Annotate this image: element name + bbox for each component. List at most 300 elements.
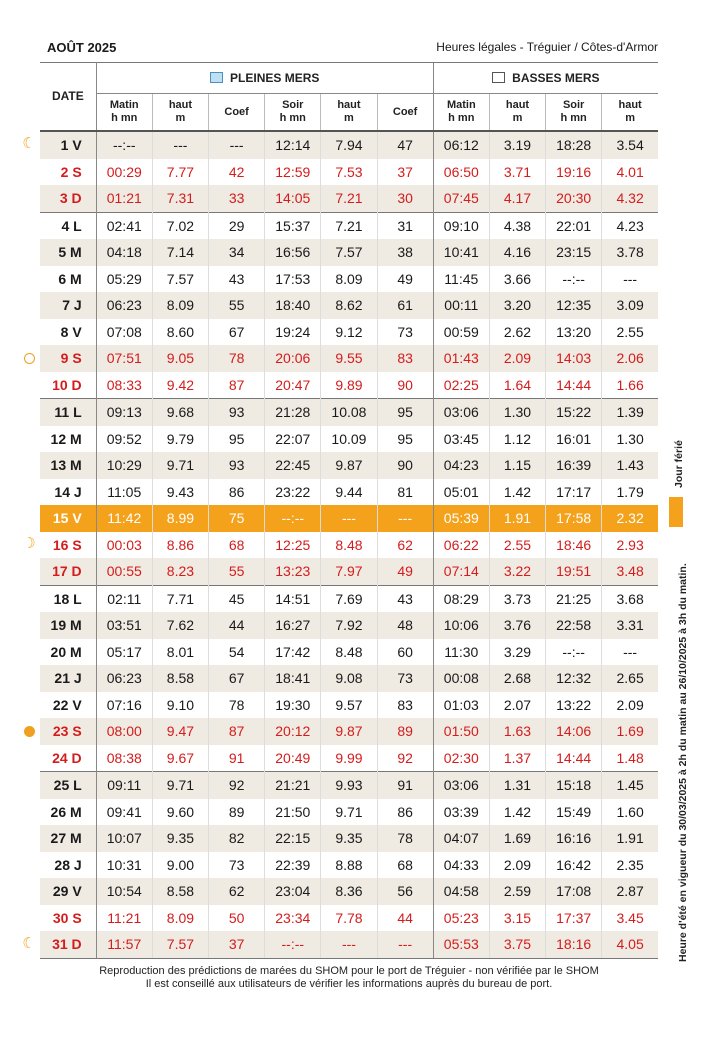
bm-morning-time-cell: 00:08 xyxy=(433,665,489,692)
tide-row xyxy=(40,185,658,212)
pm-morning-height-cell: 7.57 xyxy=(152,266,208,293)
pm-morning-time-cell: 11:21 xyxy=(96,905,152,932)
pm-morning-height-cell: 9.10 xyxy=(152,692,208,719)
pm-evening-height-cell: 9.71 xyxy=(321,799,377,826)
pm-evening-height-cell: 9.57 xyxy=(321,692,377,719)
date-cell: 15 V xyxy=(40,505,96,532)
bm-evening-height-cell: 2.93 xyxy=(602,532,658,559)
pm-evening-time-cell: 21:28 xyxy=(265,399,321,426)
tide-row xyxy=(40,825,658,852)
pm-evening-height-cell: --- xyxy=(321,931,377,958)
bm-morning-time-cell: 06:50 xyxy=(433,159,489,186)
date-cell: 5 M xyxy=(40,239,96,266)
bm-morning-height-cell: 3.71 xyxy=(489,159,545,186)
bm-evening-time-cell: 15:49 xyxy=(546,799,602,826)
pm-morning-coef-cell: 68 xyxy=(209,532,265,559)
bm-morning-height-cell: 3.73 xyxy=(489,585,545,612)
pm-morning-coef-cell: 78 xyxy=(209,345,265,372)
pm-morning-time-cell: 06:23 xyxy=(96,665,152,692)
pm-morning-time-cell: --:-- xyxy=(96,131,152,159)
bm-morning-height-cell: 3.76 xyxy=(489,612,545,639)
bm-evening-time-cell: 15:22 xyxy=(546,399,602,426)
bm-evening-time-cell: 16:16 xyxy=(546,825,602,852)
pm-morning-height-cell: 9.42 xyxy=(152,372,208,399)
pm-evening-time-cell: 23:04 xyxy=(265,878,321,905)
bm-evening-height-cell: 3.78 xyxy=(602,239,658,266)
bm-evening-height-cell: 2.06 xyxy=(602,345,658,372)
pm-evening-height-cell: 9.35 xyxy=(321,825,377,852)
tide-row xyxy=(40,639,658,666)
pm-morning-time-cell: 11:42 xyxy=(96,505,152,532)
tide-row xyxy=(40,345,658,372)
pm-morning-coef-cell: 54 xyxy=(209,639,265,666)
tide-row xyxy=(40,479,658,506)
bm-evening-time-cell: 12:32 xyxy=(546,665,602,692)
full-moon-icon xyxy=(24,353,35,364)
tide-row xyxy=(40,878,658,905)
pm-morning-coef-cell: 87 xyxy=(209,372,265,399)
pm-morning-time-cell: 01:21 xyxy=(96,185,152,212)
pm-morning-coef-cell: 44 xyxy=(209,612,265,639)
pm-evening-time-cell: 20:47 xyxy=(265,372,321,399)
tide-row xyxy=(40,532,658,559)
date-cell: 12 M xyxy=(40,426,96,453)
pm-morning-time-cell: 08:33 xyxy=(96,372,152,399)
pm-evening-time-cell: 14:51 xyxy=(265,585,321,612)
pm-evening-coef-cell: 37 xyxy=(377,159,433,186)
pm-evening-coef-cell: 60 xyxy=(377,639,433,666)
pm-morning-time-cell: 09:41 xyxy=(96,799,152,826)
pm-evening-height-cell: 9.87 xyxy=(321,718,377,745)
bm-morning-time-cell: 03:39 xyxy=(433,799,489,826)
bm-evening-height-cell: 2.09 xyxy=(602,692,658,719)
tide-row xyxy=(40,131,658,159)
pm-evening-coef-cell: 86 xyxy=(377,799,433,826)
date-cell: 20 M xyxy=(40,639,96,666)
pm-evening-time-cell: 20:06 xyxy=(265,345,321,372)
pm-morning-coef-cell: 55 xyxy=(209,292,265,319)
pm-morning-time-cell: 07:08 xyxy=(96,319,152,346)
tide-row xyxy=(40,931,658,958)
date-cell: 27 M xyxy=(40,825,96,852)
pm-morning-height-cell: 7.62 xyxy=(152,612,208,639)
pm-morning-time-cell: 05:17 xyxy=(96,639,152,666)
bm-evening-time-cell: 16:39 xyxy=(546,452,602,479)
date-cell: 3 D xyxy=(40,185,96,212)
pm-morning-coef-cell: 86 xyxy=(209,479,265,506)
bm-evening-time-cell: 14:06 xyxy=(546,718,602,745)
bm-morning-time-cell: 05:39 xyxy=(433,505,489,532)
pm-evening-height-cell: 8.36 xyxy=(321,878,377,905)
bm-morning-time-cell: 02:25 xyxy=(433,372,489,399)
pm-evening-coef-cell: 90 xyxy=(377,372,433,399)
pm-morning-height-cell: 8.09 xyxy=(152,905,208,932)
bm-morning-height-cell: 2.09 xyxy=(489,852,545,879)
pm-morning-height-cell: 9.71 xyxy=(152,772,208,799)
tide-row xyxy=(40,266,658,293)
bm-morning-height-cell: 1.64 xyxy=(489,372,545,399)
bm-morning-height-cell: 4.16 xyxy=(489,239,545,266)
bm-morning-time-header: Matin h mn xyxy=(433,94,489,132)
tide-row xyxy=(40,665,658,692)
pm-morning-height-cell: 7.14 xyxy=(152,239,208,266)
pm-evening-time-cell: 20:12 xyxy=(265,718,321,745)
pm-morning-height-cell: 9.00 xyxy=(152,852,208,879)
pm-evening-time-cell: 13:23 xyxy=(265,558,321,585)
bm-morning-height-cell: 1.31 xyxy=(489,772,545,799)
pm-evening-height-cell: 9.12 xyxy=(321,319,377,346)
low-tide-group-header: BASSES MERS xyxy=(433,63,658,94)
bm-morning-height-cell: 2.55 xyxy=(489,532,545,559)
pm-morning-coef-cell: 87 xyxy=(209,718,265,745)
bm-evening-height-cell: 1.45 xyxy=(602,772,658,799)
pm-morning-time-cell: 10:29 xyxy=(96,452,152,479)
bm-evening-time-cell: 18:46 xyxy=(546,532,602,559)
bm-evening-time-cell: 23:15 xyxy=(546,239,602,266)
first-quarter-icon: ☾ xyxy=(22,134,36,152)
date-cell: 26 M xyxy=(40,799,96,826)
bm-morning-time-cell: 01:43 xyxy=(433,345,489,372)
bm-evening-time-cell: 21:25 xyxy=(546,585,602,612)
date-cell: 9 S xyxy=(40,345,96,372)
pm-morning-coef-cell: 67 xyxy=(209,319,265,346)
pm-evening-time-cell: 12:59 xyxy=(265,159,321,186)
pm-morning-time-header: Matin h mn xyxy=(96,94,152,132)
pm-morning-time-cell: 10:07 xyxy=(96,825,152,852)
pm-morning-height-cell: 8.23 xyxy=(152,558,208,585)
pm-evening-coef-cell: 49 xyxy=(377,266,433,293)
bm-evening-height-cell: --- xyxy=(602,639,658,666)
tide-row xyxy=(40,718,658,745)
pm-evening-coef-cell: 31 xyxy=(377,212,433,239)
date-cell: 19 M xyxy=(40,612,96,639)
bm-evening-time-cell: 22:58 xyxy=(546,612,602,639)
bm-morning-height-cell: 1.91 xyxy=(489,505,545,532)
bm-morning-time-cell: 05:23 xyxy=(433,905,489,932)
pm-morning-coef-cell: 82 xyxy=(209,825,265,852)
date-cell: 13 M xyxy=(40,452,96,479)
pm-evening-time-cell: 23:34 xyxy=(265,905,321,932)
bm-morning-height-cell: 1.69 xyxy=(489,825,545,852)
tide-table-body xyxy=(40,131,658,958)
bm-morning-height-cell: 1.30 xyxy=(489,399,545,426)
bm-evening-time-cell: 19:51 xyxy=(546,558,602,585)
high-tide-icon xyxy=(210,72,223,83)
pm-morning-time-cell: 02:11 xyxy=(96,585,152,612)
bm-evening-height-cell: 4.23 xyxy=(602,212,658,239)
pm-morning-height-cell: 9.68 xyxy=(152,399,208,426)
bm-morning-height-cell: 3.15 xyxy=(489,905,545,932)
bm-evening-time-cell: 17:58 xyxy=(546,505,602,532)
bm-evening-height-cell: 2.32 xyxy=(602,505,658,532)
pm-morning-time-cell: 06:23 xyxy=(96,292,152,319)
pm-morning-time-cell: 09:52 xyxy=(96,426,152,453)
date-cell: 31 D xyxy=(40,931,96,958)
pm-evening-coef-cell: 47 xyxy=(377,131,433,159)
pm-evening-height-cell: 9.99 xyxy=(321,745,377,772)
bm-morning-height-cell: 4.38 xyxy=(489,212,545,239)
bm-evening-time-cell: 19:16 xyxy=(546,159,602,186)
bm-evening-height-cell: 3.48 xyxy=(602,558,658,585)
pm-morning-coef-cell: 29 xyxy=(209,212,265,239)
bm-evening-height-cell: 2.87 xyxy=(602,878,658,905)
bm-morning-time-cell: 04:33 xyxy=(433,852,489,879)
pm-morning-height-cell: 8.01 xyxy=(152,639,208,666)
pm-morning-height-cell: 7.57 xyxy=(152,931,208,958)
pm-evening-time-cell: 18:40 xyxy=(265,292,321,319)
pm-morning-height-cell: 9.35 xyxy=(152,825,208,852)
bm-morning-height-header: haut m xyxy=(489,94,545,132)
bm-morning-time-cell: 04:23 xyxy=(433,452,489,479)
pm-evening-coef-cell: 81 xyxy=(377,479,433,506)
pm-evening-height-cell: 7.97 xyxy=(321,558,377,585)
pm-morning-coef-cell: 67 xyxy=(209,665,265,692)
pm-evening-coef-cell: --- xyxy=(377,931,433,958)
bm-morning-time-cell: 05:01 xyxy=(433,479,489,506)
pm-evening-time-cell: 19:30 xyxy=(265,692,321,719)
pm-evening-coef-cell: 49 xyxy=(377,558,433,585)
bm-morning-time-cell: 11:30 xyxy=(433,639,489,666)
bm-morning-time-cell: 00:59 xyxy=(433,319,489,346)
date-cell: 29 V xyxy=(40,878,96,905)
pm-morning-coef-cell: 89 xyxy=(209,799,265,826)
pm-evening-height-cell: 7.21 xyxy=(321,185,377,212)
pm-morning-height-cell: 9.67 xyxy=(152,745,208,772)
bm-evening-height-cell: 2.55 xyxy=(602,319,658,346)
pm-morning-height-cell: 7.02 xyxy=(152,212,208,239)
pm-morning-time-cell: 00:29 xyxy=(96,159,152,186)
pm-evening-coef-header: Coef xyxy=(377,94,433,132)
bm-morning-height-cell: 1.42 xyxy=(489,799,545,826)
bm-morning-height-cell: 2.68 xyxy=(489,665,545,692)
bm-morning-height-cell: 2.07 xyxy=(489,692,545,719)
bm-evening-time-cell: 22:01 xyxy=(546,212,602,239)
bm-evening-time-cell: 15:18 xyxy=(546,772,602,799)
pm-evening-coef-cell: 95 xyxy=(377,426,433,453)
pm-morning-time-cell: 09:13 xyxy=(96,399,152,426)
pm-morning-coef-cell: 37 xyxy=(209,931,265,958)
bm-evening-height-cell: 3.68 xyxy=(602,585,658,612)
bm-morning-time-cell: 03:06 xyxy=(433,772,489,799)
date-cell: 1 V xyxy=(40,131,96,159)
holiday-legend-label: Jour férié xyxy=(673,440,685,488)
pm-evening-coef-cell: 38 xyxy=(377,239,433,266)
pm-morning-time-cell: 11:57 xyxy=(96,931,152,958)
bm-evening-height-cell: 3.09 xyxy=(602,292,658,319)
pm-morning-coef-cell: 91 xyxy=(209,745,265,772)
high-tide-group-header: PLEINES MERS xyxy=(96,63,433,94)
pm-morning-height-cell: 9.79 xyxy=(152,426,208,453)
date-cell: 28 J xyxy=(40,852,96,879)
pm-morning-coef-cell: 92 xyxy=(209,772,265,799)
pm-morning-coef-cell: 93 xyxy=(209,452,265,479)
pm-evening-height-cell: 7.92 xyxy=(321,612,377,639)
pm-evening-height-cell: 7.78 xyxy=(321,905,377,932)
tide-row xyxy=(40,905,658,932)
pm-evening-time-header: Soir h mn xyxy=(265,94,321,132)
bm-morning-height-cell: 1.42 xyxy=(489,479,545,506)
pm-evening-time-cell: 20:49 xyxy=(265,745,321,772)
pm-evening-time-cell: --:-- xyxy=(265,931,321,958)
bm-morning-height-cell: 3.22 xyxy=(489,558,545,585)
pm-evening-time-cell: 17:42 xyxy=(265,639,321,666)
tide-row xyxy=(40,426,658,453)
pm-evening-height-cell: 9.93 xyxy=(321,772,377,799)
pm-morning-coef-cell: --- xyxy=(209,131,265,159)
pm-evening-height-header: haut m xyxy=(321,94,377,132)
bm-morning-time-cell: 04:07 xyxy=(433,825,489,852)
pm-morning-height-cell: 8.09 xyxy=(152,292,208,319)
pm-morning-time-cell: 03:51 xyxy=(96,612,152,639)
bm-evening-height-cell: 1.48 xyxy=(602,745,658,772)
tide-row xyxy=(40,692,658,719)
date-cell: 6 M xyxy=(40,266,96,293)
last-quarter-icon: ☽ xyxy=(22,534,36,552)
pm-evening-height-cell: --- xyxy=(321,505,377,532)
bm-morning-height-cell: 4.17 xyxy=(489,185,545,212)
pm-evening-coef-cell: 91 xyxy=(377,772,433,799)
pm-evening-height-cell: 8.48 xyxy=(321,532,377,559)
pm-evening-coef-cell: 48 xyxy=(377,612,433,639)
pm-morning-height-cell: 7.31 xyxy=(152,185,208,212)
tide-row xyxy=(40,772,658,799)
tide-row xyxy=(40,558,658,585)
date-cell: 2 S xyxy=(40,159,96,186)
pm-evening-coef-cell: 30 xyxy=(377,185,433,212)
summer-time-note: Heure d'été en vigueur du 30/03/2025 à 2h du matin au 26/10/2025 à 3h du matin. xyxy=(677,563,689,962)
tide-row xyxy=(40,372,658,399)
tide-row xyxy=(40,585,658,612)
pm-evening-coef-cell: 43 xyxy=(377,585,433,612)
pm-evening-coef-cell: 56 xyxy=(377,878,433,905)
bm-morning-height-cell: 2.09 xyxy=(489,345,545,372)
first-quarter-icon: ☾ xyxy=(22,934,36,952)
pm-evening-time-cell: 23:22 xyxy=(265,479,321,506)
bm-morning-height-cell: 1.15 xyxy=(489,452,545,479)
pm-morning-coef-cell: 45 xyxy=(209,585,265,612)
pm-morning-time-cell: 10:31 xyxy=(96,852,152,879)
pm-evening-height-cell: 9.08 xyxy=(321,665,377,692)
pm-evening-height-cell: 10.09 xyxy=(321,426,377,453)
pm-evening-time-cell: 17:53 xyxy=(265,266,321,293)
pm-morning-coef-cell: 78 xyxy=(209,692,265,719)
bm-morning-time-cell: 01:50 xyxy=(433,718,489,745)
pm-morning-time-cell: 08:00 xyxy=(96,718,152,745)
bm-evening-height-header: haut m xyxy=(602,94,658,132)
bm-morning-time-cell: 06:12 xyxy=(433,131,489,159)
pm-morning-coef-cell: 62 xyxy=(209,878,265,905)
pm-evening-height-cell: 10.08 xyxy=(321,399,377,426)
bm-evening-time-cell: 14:03 xyxy=(546,345,602,372)
bm-morning-time-cell: 09:10 xyxy=(433,212,489,239)
bm-evening-time-cell: 17:08 xyxy=(546,878,602,905)
bm-evening-height-cell: 1.30 xyxy=(602,426,658,453)
bm-evening-height-cell: 1.43 xyxy=(602,452,658,479)
bm-evening-height-cell: 1.60 xyxy=(602,799,658,826)
pm-evening-height-cell: 7.69 xyxy=(321,585,377,612)
pm-morning-coef-cell: 34 xyxy=(209,239,265,266)
date-cell: 16 S xyxy=(40,532,96,559)
bm-morning-time-cell: 10:41 xyxy=(433,239,489,266)
date-cell: 10 D xyxy=(40,372,96,399)
bm-evening-height-cell: 4.32 xyxy=(602,185,658,212)
pm-morning-height-cell: 7.77 xyxy=(152,159,208,186)
bm-morning-time-cell: 08:29 xyxy=(433,585,489,612)
date-cell: 23 S xyxy=(40,718,96,745)
pm-evening-height-cell: 9.55 xyxy=(321,345,377,372)
footer-note xyxy=(40,965,658,991)
pm-morning-coef-header: Coef xyxy=(209,94,265,132)
bm-morning-time-cell: 04:58 xyxy=(433,878,489,905)
pm-morning-coef-cell: 42 xyxy=(209,159,265,186)
bm-evening-height-cell: 1.66 xyxy=(602,372,658,399)
pm-morning-coef-cell: 55 xyxy=(209,558,265,585)
pm-evening-time-cell: 15:37 xyxy=(265,212,321,239)
pm-evening-time-cell: 22:45 xyxy=(265,452,321,479)
pm-evening-time-cell: 16:56 xyxy=(265,239,321,266)
tide-table xyxy=(40,62,658,959)
pm-morning-time-cell: 05:29 xyxy=(96,266,152,293)
tide-row xyxy=(40,159,658,186)
pm-morning-height-cell: 8.60 xyxy=(152,319,208,346)
month-title: AOÛT 2025 xyxy=(47,40,117,55)
pm-morning-coef-cell: 75 xyxy=(209,505,265,532)
bm-morning-time-cell: 03:45 xyxy=(433,426,489,453)
pm-evening-coef-cell: 61 xyxy=(377,292,433,319)
footer-line-1: Reproduction des prédictions de marées du SHOM pour le port de Tréguier - non vérifiée par le SHOM xyxy=(99,965,599,977)
bm-evening-time-cell: --:-- xyxy=(546,266,602,293)
bm-evening-time-cell: 17:37 xyxy=(546,905,602,932)
date-cell: 8 V xyxy=(40,319,96,346)
bm-evening-height-cell: 4.05 xyxy=(602,931,658,958)
pm-morning-height-cell: 8.58 xyxy=(152,665,208,692)
pm-morning-coef-cell: 50 xyxy=(209,905,265,932)
bm-evening-time-cell: 18:16 xyxy=(546,931,602,958)
pm-morning-height-cell: 9.71 xyxy=(152,452,208,479)
pm-evening-height-cell: 9.87 xyxy=(321,452,377,479)
bm-evening-height-cell: 3.45 xyxy=(602,905,658,932)
bm-evening-time-cell: 18:28 xyxy=(546,131,602,159)
pm-evening-coef-cell: --- xyxy=(377,505,433,532)
bm-morning-height-cell: 1.37 xyxy=(489,745,545,772)
pm-morning-time-cell: 00:03 xyxy=(96,532,152,559)
pm-evening-time-cell: 14:05 xyxy=(265,185,321,212)
bm-morning-height-cell: 3.66 xyxy=(489,266,545,293)
pm-evening-coef-cell: 68 xyxy=(377,852,433,879)
pm-evening-height-cell: 8.88 xyxy=(321,852,377,879)
tide-row xyxy=(40,505,658,532)
bm-evening-height-cell: 2.65 xyxy=(602,665,658,692)
bm-morning-time-cell: 10:06 xyxy=(433,612,489,639)
date-cell: 21 J xyxy=(40,665,96,692)
pm-morning-time-cell: 07:16 xyxy=(96,692,152,719)
pm-morning-height-cell: 9.60 xyxy=(152,799,208,826)
bm-morning-height-cell: 3.29 xyxy=(489,639,545,666)
pm-morning-time-cell: 04:18 xyxy=(96,239,152,266)
pm-evening-time-cell: 12:25 xyxy=(265,532,321,559)
bm-morning-height-cell: 1.12 xyxy=(489,426,545,453)
bm-evening-height-cell: 1.39 xyxy=(602,399,658,426)
pm-evening-time-cell: --:-- xyxy=(265,505,321,532)
bm-morning-time-cell: 07:45 xyxy=(433,185,489,212)
bm-morning-time-cell: 07:14 xyxy=(433,558,489,585)
tide-row xyxy=(40,212,658,239)
pm-morning-height-cell: --- xyxy=(152,131,208,159)
bm-morning-time-cell: 05:53 xyxy=(433,931,489,958)
pm-evening-height-cell: 8.48 xyxy=(321,639,377,666)
pm-evening-coef-cell: 90 xyxy=(377,452,433,479)
tide-row xyxy=(40,612,658,639)
